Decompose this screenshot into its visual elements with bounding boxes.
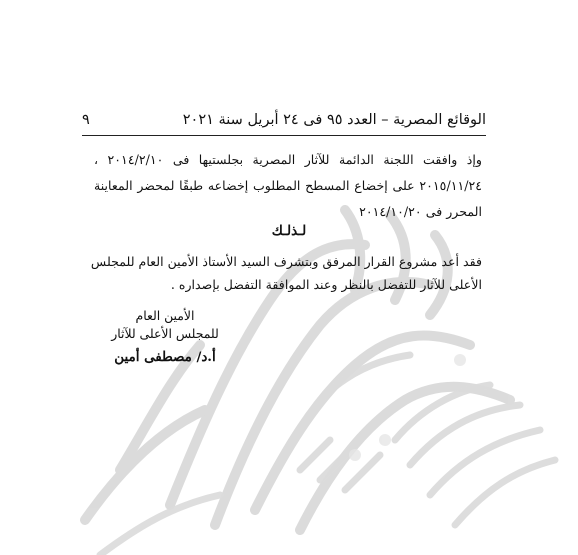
paragraph-2-line-1: فقد أعد مشروع القرار المرفق وبتشرف السيد الأستاذ الأمين العام للمجلس <box>90 254 482 269</box>
signature-block <box>105 307 225 366</box>
page-number: ٩ <box>82 112 90 128</box>
paragraph-1-line-2: ٢٠١٥/١١/٢٤ على إخضاع المسطح المطلوب إخضاعه طبقًا لمحضر المعاينة <box>94 178 482 193</box>
paragraph-1-line-3: المحرر فى ٢٠١٤/١٠/٢٠ <box>359 204 482 219</box>
section-heading: لـذلـك <box>271 223 307 239</box>
signature-title-line-1: الأمين العام <box>135 308 195 323</box>
paragraph-2-line-2: الأعلى للآثار للتفضل بالنظر وعند الموافقة التفضل بإصداره . <box>170 277 482 292</box>
paragraph-1-line-1: وإذ وافقت اللجنة الدائمة للآثار المصرية بجلستيها فى ٢٠١٤/٢/١٠ ، <box>94 152 482 167</box>
signatory-name: أ.د/ مصطفى أمين <box>114 349 216 365</box>
signature-title-line-2: للمجلس الأعلى للآثار <box>111 326 219 341</box>
gazette-header-title: الوقائع المصرية – العدد ٩٥ فى ٢٤ أبريل سنة ٢٠٢١ <box>182 112 486 128</box>
